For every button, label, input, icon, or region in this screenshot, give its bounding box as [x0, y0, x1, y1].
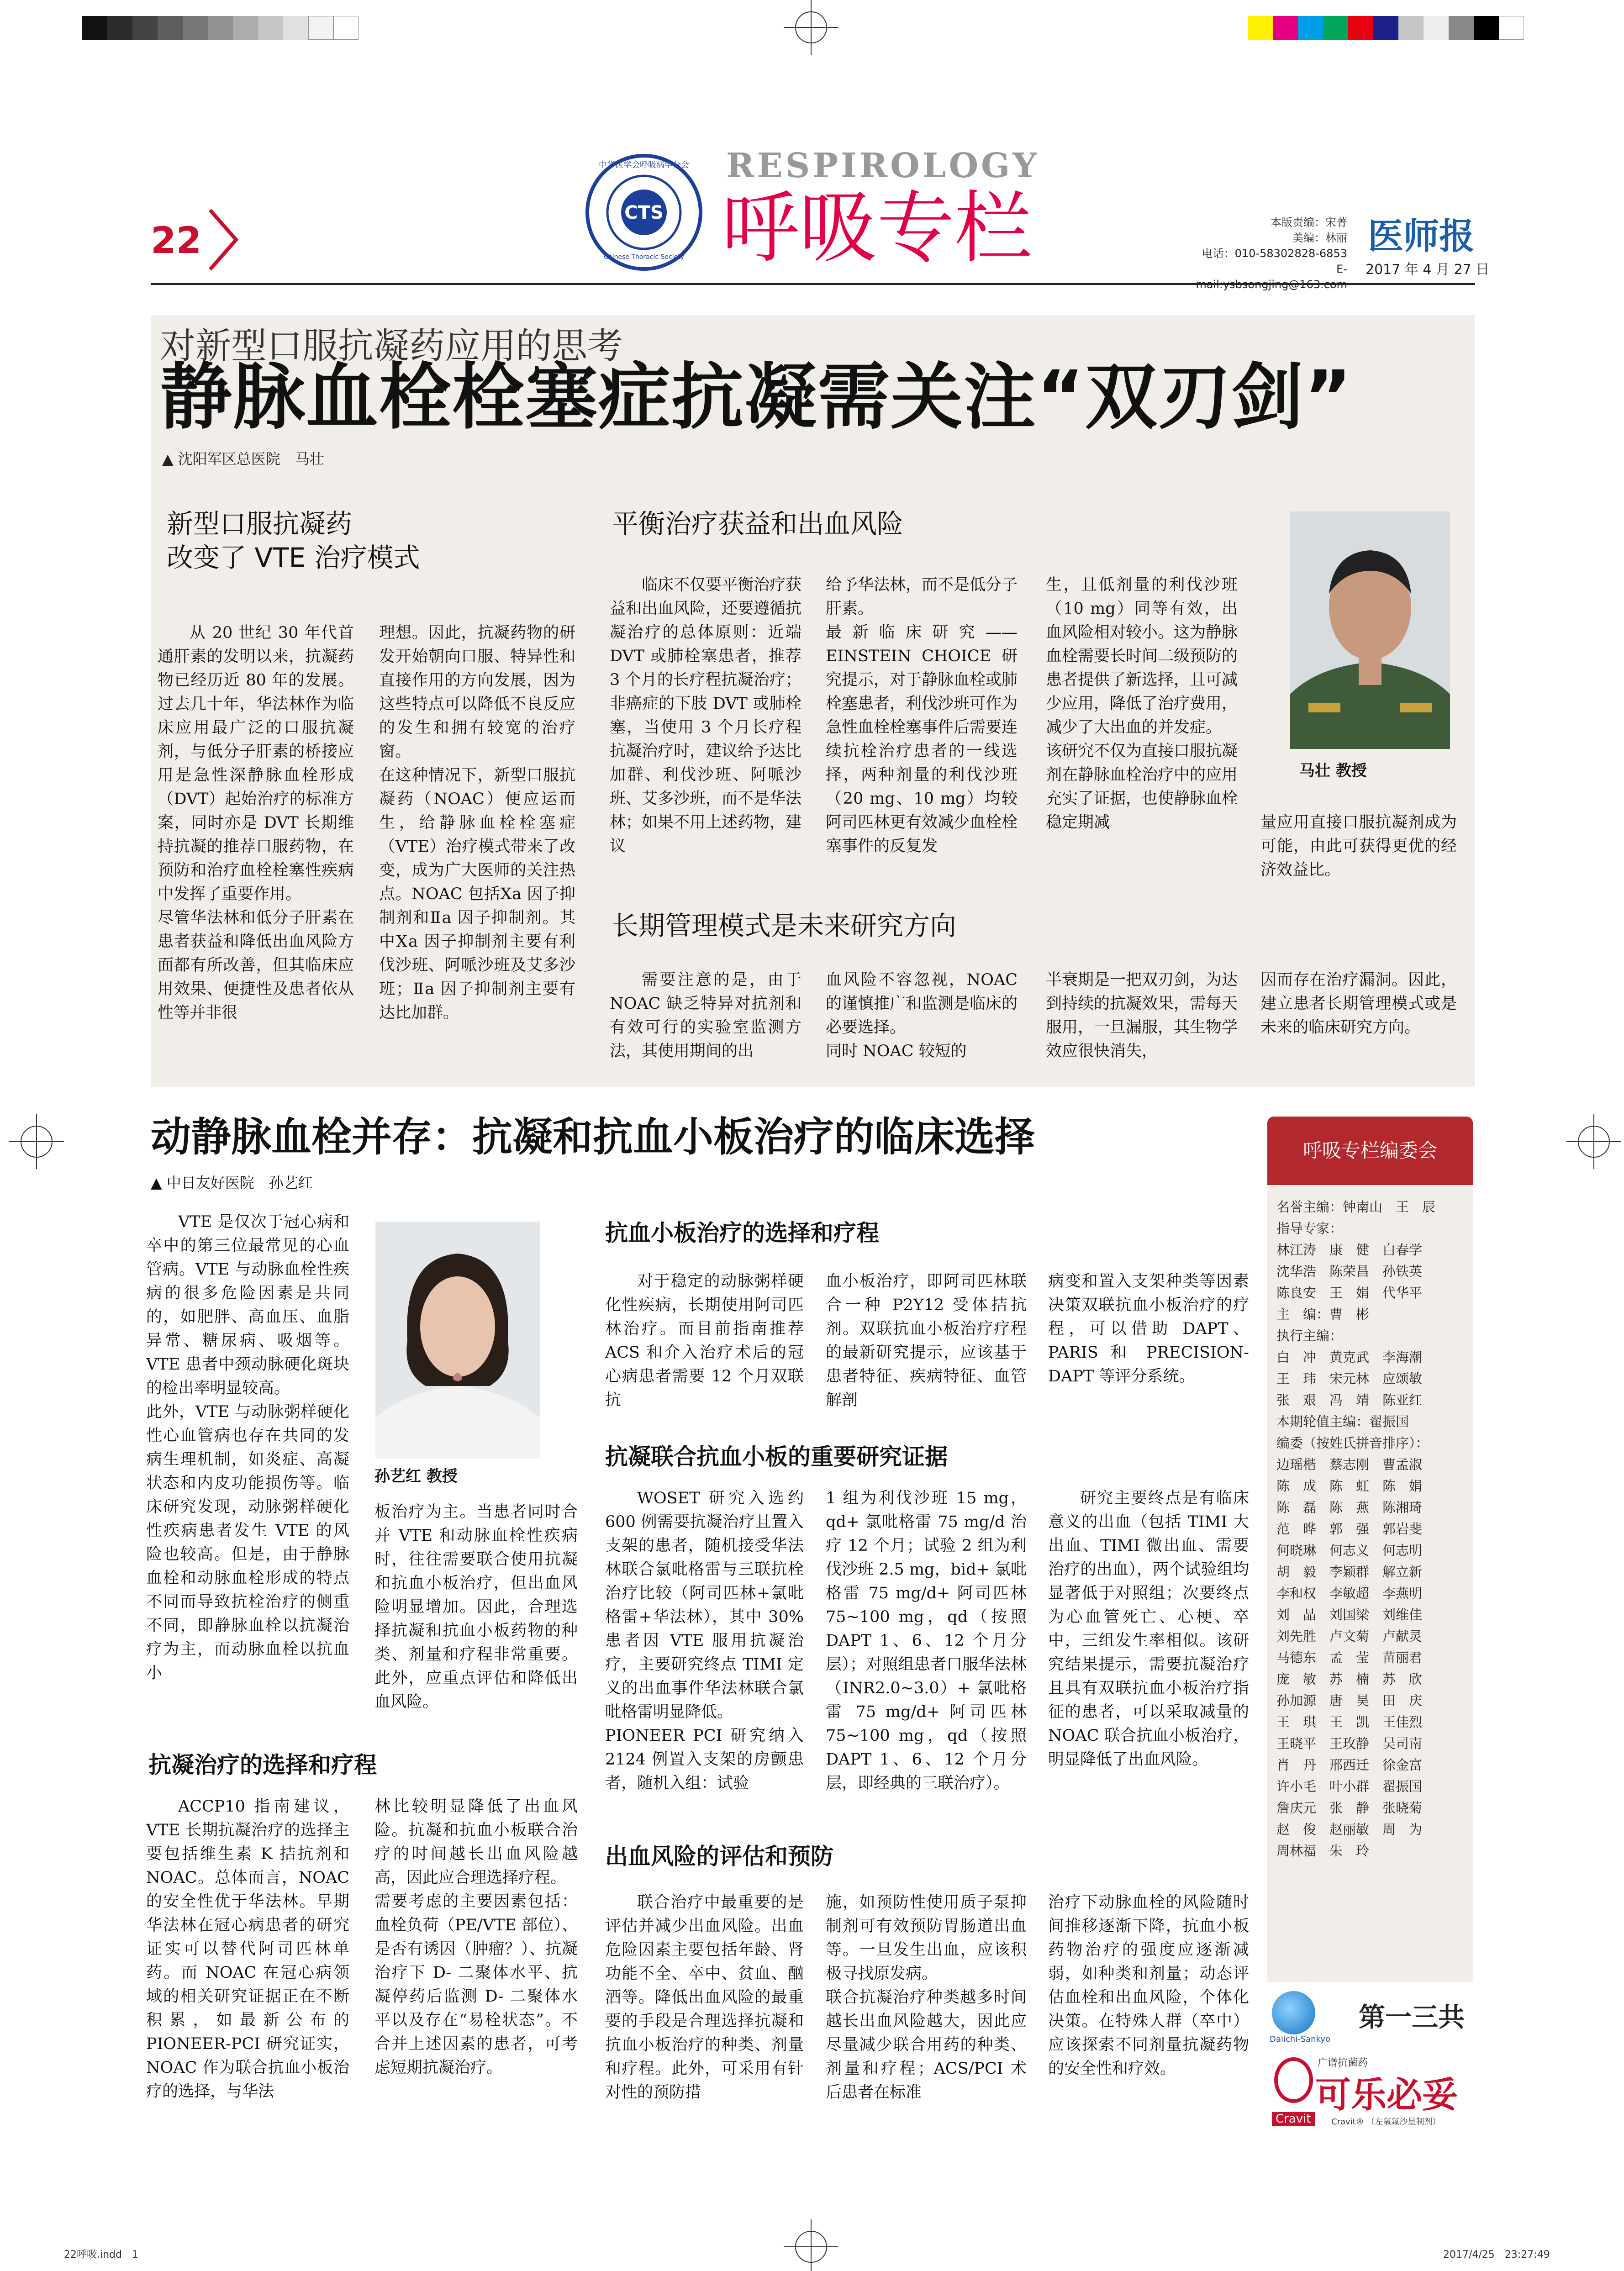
seal-english-text: Chinese Thoracic Society — [604, 253, 684, 261]
article2-photo-caption: 孙艺红 教授 — [374, 1467, 458, 1486]
article1-lower-col4: 因而存在治疗漏洞。因此，建立患者长期管理模式或是未来的临床研究方向。 — [1260, 971, 1457, 1037]
article2-s1-title: 抗血小板治疗的选择和疗程 — [605, 1220, 879, 1246]
article1-col4: 给予华法林，而不是低分子肝素。 最新临床研究——EINSTEIN CHOICE 研究提示，对于静脉血栓或肺栓塞患者，利伐沙班可作为急性血栓栓塞事件后需要连续抗栓治疗患者的一线选择，两种剂量的利伐沙班（20 mg、10 mg）均较阿司匹林更有效减少血栓栓塞事件的反复发 — [826, 576, 1018, 855]
article2-s2-col2: 1 组为利伐沙班 15 mg，qd+ 氯吡格雷 75 mg/d 治疗 12 个月；试验 2 组为利伐沙班 2.5 mg，bid+ 氯吡格雷 75 mg/d+ 阿司匹林 75~100 mg，qd（按照 DAPT 1、6、12 个月分层）；对照组患者口服华法林（INR2.0~3.0）+ 氯吡格雷 75 mg/d+ 阿司匹林 75~100 mg，qd（按照 DAPT 1、6、12 个月分层，即经典的三联治疗）。 — [826, 1489, 1027, 1792]
registration-mark-top — [784, 0, 838, 55]
article2-s1-col3: 病变和置入支架种类等因素决策双联抗血小板治疗的疗程，可以借助 DAPT、PARIS 和 PRECISION-DAPT 等评分系统。 — [1048, 1272, 1249, 1386]
cts-seal-logo — [585, 153, 703, 272]
article1-section1-title: 新型口服抗凝药 改变了 VTE 治疗模式 — [167, 508, 420, 573]
brand-subtitle: Cravit® （左氧氟沙星制剂） — [1331, 2117, 1441, 2127]
footer-stamp: 2017/4/25 23:27:49 — [1443, 2249, 1550, 2260]
article2-s4-title: 出血风险的评估和预防 — [605, 1843, 833, 1870]
editor-info — [1192, 215, 1347, 292]
registration-marks-left — [82, 16, 384, 40]
footer-file: 22呼吸.indd 1 — [64, 2249, 138, 2260]
article2-s1-col2: 血小板治疗，即阿司匹林联合一种 P2Y12 受体拮抗剂。双联抗血小板治疗疗程的最新研究提示，应该基于患者特征、疾病特征、血管解剖 — [826, 1272, 1027, 1409]
article1-col3: 临床不仅要平衡治疗获益和出血风险，还要遵循抗凝治疗的总体原则：近端 DVT 或肺栓塞患者，推荐 3 个月的长疗程抗凝治疗；非癌症的下肢 DVT 或肺栓塞，当使用 3 个月长疗程抗凝治疗时，建议给予达比加群、利伐沙班、阿哌沙班、艾多沙班，而不是华法林；如果不用上述药物，建议 — [610, 576, 801, 855]
article1-col2: 理想。因此，抗凝药物的研发开始朝向口服、特异性和直接作用的方向发展，因为这些特点可以降低不良反应的发生和拥有较宽的治疗窗。 在这种情况下，新型口服抗凝药（NOAC）便应运而生，给静脉血栓栓塞症（VTE）治疗模式带来了改变，成为广大医师的关注热点。NOAC 包括Ⅹa 因子抑制剂和Ⅱa 因子抑制剂。其中Ⅹa 因子抑制剂主要有利伐沙班、阿哌沙班及艾多沙班；Ⅱa 因子抑制剂主要有达比加群。 — [379, 624, 575, 1022]
article2-s3-col1: ACCP10 指南建议，VTE 长期抗凝治疗的选择主要包括维生素 K 拮抗剂和 NOAC。总体而言，NOAC 的安全性优于华法林。早期华法林在冠心病患者的研究证实可以替代阿司匹林单药。而 NOAC 在冠心病领域的相关研究证据正在不断积累，如最新公布的 PIONEER-PCI 研究证实，NOAC 作为联合抗血小板治疗的选择，与华法 — [146, 1797, 349, 2101]
article2-s4-col1: 联合治疗中最重要的是评估并减少出血风险。出血危险因素主要包括年龄、肾功能不全、卒中、贫血、酗酒等。降低出血风险的最重要的手段是合理选择抗凝和抗血小板治疗的种类、剂量和疗程。此外，可采用有针对性的预防措 — [605, 1893, 804, 2102]
article1-byline: ▲ 沈阳军区总医院 马壮 — [162, 450, 324, 468]
registration-mark-bottom — [784, 2219, 838, 2271]
article2-s3-title: 抗凝治疗的选择和疗程 — [148, 1752, 377, 1778]
article1-kicker: 对新型口服抗凝药应用的思考 — [160, 326, 623, 367]
email-line: E- — [1336, 263, 1347, 275]
article2-s1-col1: 对于稳定的动脉粥样硬化性疾病，长期使用阿司匹林治疗。而目前指南推荐 ACS 和介入治疗术后的冠心病患者需要 12 个月双联抗 — [605, 1272, 804, 1409]
committee-list: 名誉主编：钟南山 王 辰 指导专家： 林江涛 康 健 白春学 沈华浩 陈荣昌 孙铁英 陈良安 王 娟 代华平 主 编：曹 彬 执行主编： 白 冲 黄克武 李海潮 王 玮 宋元林 应颂敏 张 艰 冯 靖 陈亚红 本期轮值主编：翟振国 编委（按姓氏拼音排序）： 边瑶楷 蔡志刚 曹孟淑 陈 成 陈 虹 陈 娟 陈 磊 陈 燕 陈湘琦 范 晔 郭 强 郭岩斐 何晓琳 何志义 何志明 胡 毅 李颖群 解立新 李和权 李敏超 李燕明 刘 晶 刘国梁 刘维佳 刘先胜 卢文菊 卢献灵 马德东 孟 莹 苗丽君 庞 敏 苏 楠 苏 欣 孙加源 唐 昊 田 庆 王 琪 王 凯 王佳烈 王晓平 王玫静 吴司南 肖 丹 邢西迁 徐金富 许小毛 叶小群 翟振国 詹庆元 张 静 张晓菊 赵 俊 赵丽敏 周 为 周林福 朱 玲 — [1276, 1199, 1436, 1859]
article1-headline: 静脉血栓栓塞症抗凝需关注“双刃剑” — [160, 355, 1353, 439]
article1-section3-title: 长期管理模式是未来研究方向 — [612, 910, 957, 941]
article2-headline: 动静脉血栓并存：抗凝和抗血小板治疗的临床选择 — [151, 1113, 1035, 1160]
article2-author-photo — [375, 1222, 540, 1459]
article2-s4-col3: 治疗下动脉血栓的风险随时间推移逐渐下降，抗血小板药物治疗的强度应逐渐减弱，如种类和剂量；动态评估血栓和出血风险，个体化决策。在特殊人群（卒中）应该探索不同剂量抗凝药物的安全性和疗效。 — [1048, 1893, 1249, 2078]
article2-colA: VTE 是仅次于冠心病和卒中的第三位最常见的心血管病。VTE 与动脉血栓性疾病的很多危险因素是共同的，如肥胖、高血压、血脂异常、糖尿病、吸烟等。VTE 患者中颈动脉硬化斑块的检出率明显较高。 此外，VTE 与动脉粥样硬化性心血管病也存在共同的发病生理机制，如炎症、高凝状态和内皮功能损伤等。临床研究发现，动脉粥样硬化性疾病患者发生 VTE 的风险也较高。但是，由于静脉血栓和动脉血栓形成的特点不同而导致抗栓治疗的侧重不同，即静脉血栓以抗凝治疗为主，而动脉血栓以抗血小 — [146, 1213, 349, 1682]
column-title-chinese: 呼吸专栏 — [722, 183, 1033, 274]
article2-s2-col1: WOSET 研究入选约 600 例需要抗凝治疗且置入支架的患者，随机接受华法林联合氯吡格雷与三联抗栓治疗比较（阿司匹林+氯吡格雷+华法林），其中 30% 患者因 VTE 服用抗凝治疗，主要研究终点 TIMI 定义的出血事件华法林联合氯吡格雷明显降低。 PIONEER PCI 研究纳入 2124 例置入支架的房颤患者，随机入组：试验 — [605, 1489, 804, 1792]
brand-name: 可乐必妥 — [1315, 2075, 1458, 2116]
brand-tag: 广谱抗菌药 — [1318, 2057, 1368, 2069]
article1-lower-col2: 血风险不容忽视，NOAC 的谨慎推广和监测是临床的必要选择。 同时 NOAC 较短的 — [826, 971, 1018, 1060]
article1-col1: 从 20 世纪 30 年代首通肝素的发明以来，抗凝药物已经历近 80 年的发展。过去几十年，华法林作为临床应用最广泛的口服抗凝剂，与低分子肝素的桥接应用是急性深静脉血栓形成（DVT）起始治疗的标准方案，同时亦是 DVT 长期维持抗凝的推荐口服药物，在预防和治疗血栓栓塞性疾病中发挥了重要作用。 尽管华法林和低分子肝素在患者获益和降低出血风险方面都有所改善，但其临床应用效果、便捷性及患者依从性等并非很 — [158, 624, 354, 1022]
article2-colB: 板治疗为主。当患者同时合并 VTE 和动脉血栓性疾病时，往往需要联合使用抗凝和抗血小板治疗，但出血风险明显增加。因此，合理选择抗凝和抗血小板药物的种类、剂量和疗程非常重要。此外，应重点评估和降低出血风险。 — [374, 1503, 578, 1711]
editor-line: 本版责编：宋菁 — [1271, 216, 1347, 229]
registration-mark-right — [1566, 1114, 1621, 1169]
seal-center-text: CTS — [624, 202, 664, 223]
article2-s2-title: 抗凝联合抗血小板的重要研究证据 — [605, 1444, 948, 1470]
seal-ring-text: 中华医学会呼吸病学分会 — [599, 160, 689, 170]
newspaper-name: 医师报 — [1368, 216, 1475, 257]
brand-logo-mark — [1274, 2057, 1313, 2103]
article1-lower-col3: 半衰期是一把双刃剑，为达到持续的抗凝效果，需每天服用，一旦漏服，其生物学效应很快消失， — [1046, 971, 1238, 1060]
brand-name-en: Cravit — [1272, 2112, 1315, 2126]
issue-date: 2017 年 4 月 27 日 — [1366, 262, 1490, 278]
article1-photo-caption: 马壮 教授 — [1299, 762, 1367, 780]
sponsor-logo-circle — [1272, 1991, 1315, 2034]
article1-col6: 量应用直接口服抗凝剂成为可能，由此可获得更优的经济效益比。 — [1260, 813, 1457, 879]
article1-col5: 生，且低剂量的利伐沙班（10 mg）同等有效，出血风险相对较小。这为静脉血栓需要长时间二级预防的患者提供了新选择，且可减少应用，降低了治疗费用，减少了大出血的并发症。 该研究不仅为直接口服抗凝剂在静脉血栓治疗中的应用充实了证据，也使静脉血栓稳定期减 — [1046, 576, 1238, 832]
registration-mark-left — [9, 1114, 64, 1169]
page-chevron-icon — [208, 208, 240, 272]
page-number: 22 — [151, 219, 202, 262]
sponsor-company-en: Daiichi-Sankyo — [1270, 2034, 1331, 2044]
article2-byline: ▲ 中日友好医院 孙艺红 — [151, 1174, 313, 1191]
article1-lower-col1: 需要注意的是，由于 NOAC 缺乏特异对抗剂和有效可行的实验室监测方法，其使用期间的出 — [610, 971, 801, 1060]
column-title-english: RESPIROLOGY — [726, 146, 1040, 185]
article2-s2-col3: 研究主要终点是有临床意义的出血（包括 TIMI 大出血、TIMI 微出血、需要治疗的出血），两个试验组均显著低于对照组；次要终点为心血管死亡、心梗、卒中，三组发生率相似。该研究结果提示，需要抗凝治疗且具有双联抗血小板治疗指征的患者，可以采取减量的 NOAC 联合抗血小板治疗，明显降低了出血风险。 — [1048, 1489, 1249, 1769]
article1-section2-title: 平衡治疗获益和出血风险 — [612, 508, 904, 539]
article2-s3-col2: 林比较明显降低了出血风险。抗凝和抗血小板联合治疗的时间越长出血风险越高，因此应合理选择疗程。 需要考虑的主要因素包括：血栓负荷（PE/VTE 部位）、是否有诱因（肿瘤？）、抗凝治疗下 D- 二聚体水平、抗凝停药后监测 D- 二聚体水平以及存在“易栓状态”。不合并上述因素的患者，可考虑短期抗凝治疗。 — [374, 1797, 578, 2077]
sponsor-company-cn: 第一三共 — [1359, 2002, 1465, 2033]
committee-header: 呼吸专栏编委会 — [1267, 1117, 1473, 1185]
phone-line: 电话：010-58302828-6853 — [1202, 247, 1347, 260]
designer-line: 美编：林丽 — [1292, 232, 1347, 244]
header-rule — [151, 283, 1475, 285]
article1-author-photo — [1290, 511, 1450, 749]
article2-s4-col2: 施，如预防性使用质子泵抑制剂可有效预防胃肠道出血等。一旦发生出血，应该积极寻找原发病。 联合抗凝治疗种类越多时间越长出血风险越大，因此应尽量减少联合用药的种类、剂量和疗程；ACS/PCI 术后患者在标准 — [826, 1893, 1027, 2102]
color-bar-right — [1248, 16, 1549, 40]
